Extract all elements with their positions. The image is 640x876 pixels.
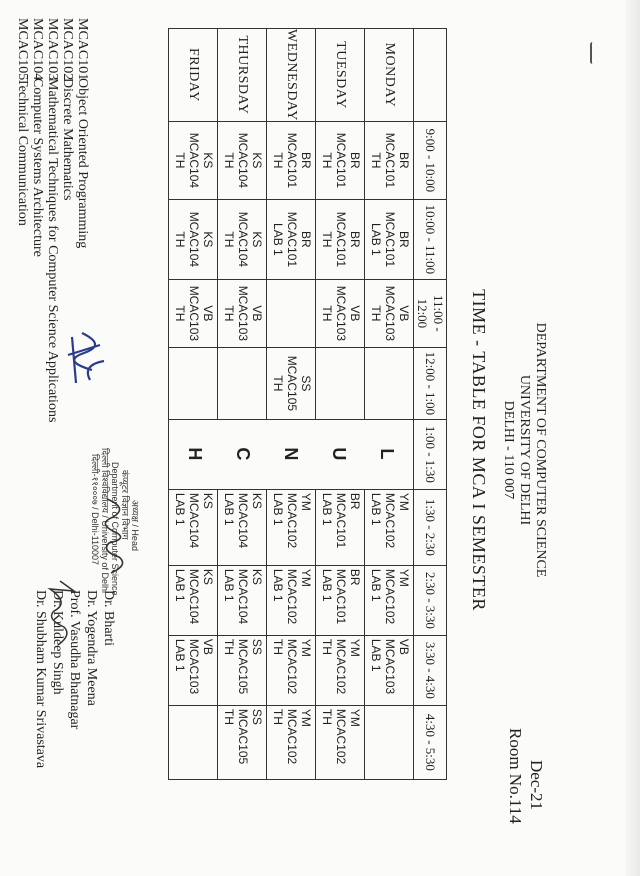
head-stamp <box>90 440 140 596</box>
class-cell <box>267 489 316 565</box>
slot-header: 9:00 - 10:00 <box>414 121 447 199</box>
class-entry <box>362 348 364 419</box>
session-type: TH <box>271 375 285 392</box>
session-type: TH <box>320 638 334 655</box>
slot-header: 12:00 - 1:00 <box>414 347 447 419</box>
class-cell <box>218 121 267 199</box>
class-entry <box>215 348 217 419</box>
class-entry <box>369 636 413 705</box>
class-entry <box>264 348 266 419</box>
course-code: MCAC105 <box>15 18 30 81</box>
course-code: MCAC103 <box>383 285 397 342</box>
class-cell <box>218 279 267 347</box>
class-entry <box>320 566 364 635</box>
class-entry <box>215 706 217 779</box>
session-type: TH <box>271 152 285 169</box>
teacher-initials: VB <box>397 638 411 655</box>
stamp-line: दिल्ली-११०००७ / Delhi-110007 <box>90 454 100 566</box>
teacher-initials: BR <box>348 492 362 510</box>
timetable-title: TIME - TABLE FOR MCA I SEMESTER <box>469 289 489 611</box>
teacher-initials: BR <box>299 231 313 248</box>
class-entry <box>222 200 266 279</box>
class-entry <box>320 280 364 347</box>
class-entry <box>369 200 413 279</box>
day-row <box>169 29 218 780</box>
class-cell <box>169 565 218 635</box>
signature-left <box>62 325 112 395</box>
class-entry <box>411 706 413 779</box>
slot-header: 1:30 - 2:30 <box>414 489 447 565</box>
faculty-name: Dr. Shubham Kumar Srivastava <box>33 590 48 769</box>
slot-header: 4:30 - 5:30 <box>414 705 447 779</box>
class-cell <box>267 705 316 779</box>
room-label: Room No.114 <box>506 728 525 824</box>
session-type: TH <box>271 638 285 655</box>
session-type: LAB 1 <box>173 568 187 602</box>
class-entry <box>173 122 217 199</box>
course-name: Mathematical Techniques for Computer Science Applications <box>45 78 60 423</box>
teacher-initials: KS <box>250 568 264 585</box>
class-entry <box>271 200 315 279</box>
teacher-initials: YM <box>397 568 411 587</box>
session-type: LAB 1 <box>320 492 334 526</box>
course-row <box>15 18 30 422</box>
teacher-initials: KS <box>201 152 215 169</box>
class-entry <box>173 636 217 705</box>
teacher-initials: VB <box>201 638 215 655</box>
session-type: LAB 1 <box>271 568 285 602</box>
class-cell <box>365 279 414 347</box>
class-entry <box>222 636 266 705</box>
faculty-name: Dr. Kuldeep Singh <box>50 590 65 695</box>
class-entry <box>369 122 413 199</box>
teacher-initials: BR <box>348 568 362 586</box>
class-cell <box>218 489 267 565</box>
corner-cell <box>414 29 447 122</box>
class-entry <box>271 348 315 419</box>
day-row <box>267 29 316 780</box>
class-entry <box>320 706 364 779</box>
teacher-initials: VB <box>348 305 362 322</box>
session-type: LAB 1 <box>173 492 187 526</box>
course-code: MCAC102 <box>334 638 348 695</box>
class-cell <box>169 489 218 565</box>
class-entry <box>173 200 217 279</box>
class-entry <box>271 706 315 779</box>
stamp-line: अध्यक्ष / Head <box>130 500 140 551</box>
teacher-initials: YM <box>299 638 313 657</box>
city-pin: DELHI - 110 007 <box>501 400 516 500</box>
course-code: MCAC105 <box>236 708 250 765</box>
class-cell <box>267 121 316 199</box>
class-entry <box>173 566 217 635</box>
teacher-initials: SS <box>299 375 313 392</box>
faculty-name: Dr. Bharti <box>101 590 116 646</box>
course-name: Technical Communication <box>15 78 30 226</box>
day-row <box>218 29 267 780</box>
course-name: Computer Systems Architecture <box>30 78 45 257</box>
course-code: MCAC102 <box>334 708 348 765</box>
teacher-initials: KS <box>201 568 215 585</box>
class-cell <box>169 121 218 199</box>
teacher-initials: YM <box>348 708 362 727</box>
class-entry <box>222 706 266 779</box>
stamp-line: कंप्यूटर विज्ञान विभाग <box>120 470 130 540</box>
teacher-initials: YM <box>348 638 362 657</box>
class-cell <box>169 347 218 419</box>
class-entry <box>173 280 217 347</box>
class-cell <box>267 565 316 635</box>
course-code: MCAC103 <box>45 18 60 81</box>
course-code: MCAC102 <box>285 708 299 765</box>
class-cell <box>316 199 365 279</box>
time-slot-header-row <box>414 29 447 780</box>
class-cell <box>267 279 316 347</box>
slot-header: 1:00 - 1:30 <box>414 419 447 489</box>
course-code: MCAC105 <box>236 638 250 695</box>
class-cell <box>218 705 267 779</box>
class-entry <box>173 490 217 565</box>
session-type: LAB 1 <box>222 568 236 602</box>
class-entry <box>271 566 315 635</box>
teacher-initials: KS <box>250 231 264 248</box>
lunch-letter: L <box>377 448 397 461</box>
class-cell <box>169 279 218 347</box>
teacher-initials: BR <box>397 152 411 169</box>
course-name: Discrete Mathematics <box>60 78 75 201</box>
course-code: MCAC105 <box>285 355 299 412</box>
class-entry <box>411 348 413 419</box>
class-cell <box>267 635 316 705</box>
teacher-initials: BR <box>348 231 362 248</box>
teacher-initials: YM <box>299 568 313 587</box>
course-code: MCAC104 <box>187 492 201 549</box>
class-cell <box>365 121 414 199</box>
class-cell <box>218 635 267 705</box>
teacher-initials: KS <box>250 492 264 509</box>
class-cell <box>365 347 414 419</box>
teacher-initials: VB <box>201 305 215 322</box>
class-cell <box>316 565 365 635</box>
teacher-initials: BR <box>348 152 362 169</box>
class-cell <box>316 635 365 705</box>
course-code: MCAC104 <box>236 211 250 268</box>
faculty-name: Prof. Vasudha Bhatnagar <box>67 590 82 730</box>
class-entry <box>369 566 413 635</box>
course-code: MCAC104 <box>187 132 201 189</box>
session-type: TH <box>222 152 236 169</box>
session-type: TH <box>173 231 187 248</box>
course-code: MCAC101 <box>285 211 299 268</box>
course-code: MCAC101 <box>334 211 348 268</box>
slot-header: 2:30 - 3:30 <box>414 565 447 635</box>
course-code: MCAC104 <box>236 568 250 625</box>
session-type: LAB 1 <box>369 223 383 256</box>
course-row <box>30 18 45 422</box>
session-type: TH <box>369 152 383 169</box>
class-entry <box>320 122 364 199</box>
class-cell <box>218 199 267 279</box>
session-type: TH <box>320 231 334 248</box>
slot-header: 11:00 - 12:00 <box>414 279 447 347</box>
session-type: LAB 1 <box>369 492 383 526</box>
slot-header: 10:00 - 11:00 <box>414 199 447 279</box>
class-entry <box>222 280 266 347</box>
class-entry <box>222 566 266 635</box>
session-type: LAB 1 <box>369 638 383 672</box>
stamp-line: दिल्ली विश्वविद्यालय / University of Delhi <box>100 448 110 593</box>
class-cell <box>169 199 218 279</box>
course-code: MCAC102 <box>383 492 397 549</box>
session-type: LAB 1 <box>320 568 334 602</box>
class-cell <box>365 199 414 279</box>
course-name: Object Oriented Programming <box>75 78 90 249</box>
class-cell <box>316 121 365 199</box>
session-type: TH <box>271 708 285 725</box>
date-label: Dec-21 <box>527 760 546 811</box>
class-entry <box>222 122 266 199</box>
session-type: TH <box>222 708 236 725</box>
teacher-initials: VB <box>397 305 411 322</box>
class-cell <box>218 565 267 635</box>
teacher-initials: KS <box>250 152 264 169</box>
course-code: MCAC102 <box>285 638 299 695</box>
session-type: TH <box>222 305 236 322</box>
class-cell <box>365 489 414 565</box>
course-code: MCAC101 <box>75 18 90 81</box>
session-type: TH <box>320 305 334 322</box>
teacher-initials: SS <box>250 708 264 725</box>
session-type: TH <box>222 231 236 248</box>
timetable-grid <box>168 28 447 780</box>
course-code: MCAC104 <box>236 132 250 189</box>
course-code: MCAC101 <box>334 568 348 625</box>
teacher-initials: KS <box>201 492 215 509</box>
class-entry <box>369 490 413 565</box>
class-cell <box>316 489 365 565</box>
course-code: MCAC101 <box>383 211 397 268</box>
class-cell <box>316 279 365 347</box>
course-row <box>45 18 60 422</box>
session-type: TH <box>369 305 383 322</box>
session-type: LAB 1 <box>271 492 285 526</box>
course-code: MCAC104 <box>187 568 201 625</box>
lunch-letter: H <box>185 447 205 462</box>
signature-right <box>40 575 80 655</box>
faculty-name: Dr. Yogendra Meena <box>84 590 99 706</box>
course-code: MCAC102 <box>285 492 299 549</box>
session-type: LAB 1 <box>271 223 285 256</box>
class-cell <box>267 347 316 419</box>
session-type: LAB 1 <box>369 568 383 602</box>
class-cell <box>365 565 414 635</box>
course-code: MCAC101 <box>334 132 348 189</box>
class-cell <box>316 347 365 419</box>
lunch-cell <box>169 419 414 489</box>
class-entry <box>320 636 364 705</box>
class-entry <box>320 200 364 279</box>
day-label: MONDAY <box>365 29 414 122</box>
day-row <box>316 29 365 780</box>
class-cell <box>169 705 218 779</box>
course-code: MCAC101 <box>383 132 397 189</box>
day-row <box>365 29 414 780</box>
day-label: WEDNESDAY <box>267 29 316 122</box>
session-type: TH <box>320 708 334 725</box>
session-type: TH <box>173 152 187 169</box>
class-cell <box>169 635 218 705</box>
class-entry <box>313 280 315 347</box>
class-cell <box>218 347 267 419</box>
class-cell <box>365 635 414 705</box>
course-code: MCAC101 <box>334 492 348 549</box>
session-type: LAB 1 <box>222 492 236 526</box>
course-code: MCAC104 <box>30 18 45 81</box>
day-label: THURSDAY <box>218 29 267 122</box>
teacher-initials: YM <box>299 708 313 727</box>
class-cell <box>316 705 365 779</box>
course-code: MCAC103 <box>383 638 397 695</box>
stamp-line: Department of Computer Science <box>110 462 120 596</box>
day-label: FRIDAY <box>169 29 218 122</box>
lunch-letter: C <box>233 447 253 462</box>
department-name: DEPARTMENT OF COMPUTER SCIENCE <box>533 322 548 578</box>
class-entry <box>271 636 315 705</box>
course-code: MCAC102 <box>60 18 75 81</box>
session-type: TH <box>173 305 187 322</box>
lunch-letter: U <box>329 447 349 462</box>
department-header <box>500 240 548 660</box>
course-code: MCAC103 <box>236 285 250 342</box>
class-entry <box>222 490 266 565</box>
class-entry <box>271 490 315 565</box>
class-entry <box>271 122 315 199</box>
class-entry <box>320 490 364 565</box>
teacher-initials: BR <box>299 152 313 169</box>
course-code: MCAC104 <box>187 211 201 268</box>
teacher-initials: SS <box>250 638 264 655</box>
course-code: MCAC102 <box>285 568 299 625</box>
teacher-initials: VB <box>250 305 264 322</box>
session-type: TH <box>320 152 334 169</box>
course-code: MCAC103 <box>334 285 348 342</box>
course-code: MCAC103 <box>187 638 201 695</box>
day-label: TUESDAY <box>316 29 365 122</box>
teacher-initials: KS <box>201 231 215 248</box>
teacher-initials: BR <box>397 231 411 248</box>
class-cell <box>365 705 414 779</box>
course-code: MCAC102 <box>383 568 397 625</box>
teacher-initials: YM <box>299 492 313 511</box>
course-code: MCAC104 <box>236 492 250 549</box>
course-code: MCAC103 <box>187 285 201 342</box>
session-type: LAB 1 <box>173 638 187 672</box>
class-cell <box>267 199 316 279</box>
slot-header: 3:30 - 4:30 <box>414 635 447 705</box>
teacher-initials: YM <box>397 492 411 511</box>
university-name: UNIVERSITY OF DELHI <box>517 374 532 526</box>
lunch-letter: N <box>281 447 301 462</box>
course-code: MCAC101 <box>285 132 299 189</box>
class-entry <box>369 280 413 347</box>
session-type: TH <box>222 638 236 655</box>
